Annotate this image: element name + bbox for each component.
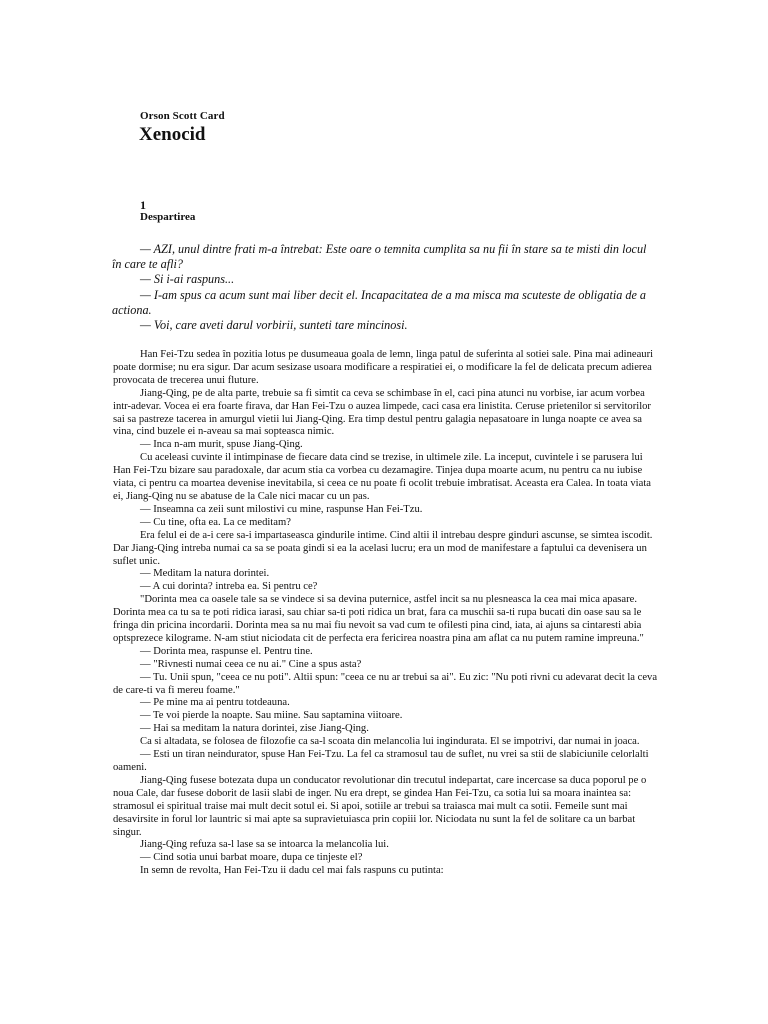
chapter-number: 1 — [140, 198, 146, 212]
epigraph-line: — Si i-ai raspuns... — [140, 272, 235, 287]
paragraph: — Meditam la natura dorintei. — [140, 568, 270, 580]
paragraph: Jiang-Qing, pe de alta parte, trebuie sa fi simtit ca ceva se schimbase în el, caci pina atunci nu vorbise, iar acum vorbea intr-adevar. Vocea ei era foarte firava, dar Han Fei-Tzu o auzea limpede, caci casa era linistita. Ceruse prietenilor si servitorilor sai sa pastreze tacerea in amurgul vietii lui Jiang-Qing. Era timp destul pentru galagia nepasatoare in lunga noapte ce avea sa vina, cind buzele ei n-aveau sa mai sopteasca nimic. — [113, 387, 651, 438]
paragraph: — A cui dorinta? intreba ea. Si pentru ce? — [140, 581, 318, 593]
paragraph: — Tu. Unii spun, "ceea ce nu poti". Altii spun: "ceea ce nu ar trebui sa ai". Eu zic: "Nu poti rivni cu adevarat decit la ceva de care-ti va fi mereu foame." — [113, 671, 658, 696]
paragraph: — Cind sotia unui barbat moare, dupa ce tinjeste el? — [140, 852, 363, 864]
paragraph: Cu aceleasi cuvinte il intimpinase de fiecare data cind se trezise, in ultimele zile. La inceput, cuvintele i se parusera lui Han Fei-Tzu bizare sau paradoxale, dar acum stia ca vorbea cu dezamagire. Tinjea dupa moarte acum, nu pentru ca nu iubise viata, ci pentru ca moartea devenise inevitabila, si ceea ce nu poate fi ocolit trebuie imbratisat. Aceasta era Calea. In toata viata ei, Jiang-Qing nu se abatuse de la Cale nici macar cu un pas. — [113, 452, 651, 502]
epigraph-line: — Voi, care aveti darul vorbirii, sunteti tare mincinosi. — [140, 318, 408, 333]
chapter-title: Despartirea — [140, 211, 196, 223]
paragraph: — Inca n-am murit, spuse Jiang-Qing. — [140, 439, 303, 451]
paragraph: Han Fei-Tzu sedea în pozitia lotus pe dusumeaua goala de lemn, linga patul de suferinta al sotiei sale. Pina mai adineauri poate dormise; nu era sigur. Dar acum sesizase usoara modificare a respiratiei ei, o modificare la fel de delicata precum adierea provocata de trecerea unui fluture. — [113, 349, 654, 386]
body-text — [113, 349, 658, 878]
paragraph: Era felul ei de a-i cere sa-i impartaseasca gindurile intime. Cind altii il intrebau despre ginduri ascunse, se simtea iscodit. Dar Jiang-Qing intreba numai ca sa se poata gindi si ea la acelasi lucru; era un mod de manifestare a faptului ca devenisera un suflet unic. — [113, 529, 653, 567]
paragraph: — Inseamna ca zeii sunt milostivi cu mine, raspunse Han Fei-Tzu. — [140, 503, 423, 515]
paragraph: — Dorinta mea, raspunse el. Pentru tine. — [140, 645, 313, 657]
epigraph-line: — AZI, unul dintre frati m-a întrebat: Este oare o temnita cumplita sa nu fii în stare sa te misti din locul în care te afli? — [112, 242, 647, 272]
paragraph: Jiang-Qing fusese botezata dupa un conducator revolutionar din trecutul indepartat, care incercase sa duca poporul pe o noua Cale, dar fusese doborit de lasii slabi de inger. Nu era drept, se gindea Han Fei-Tzu, ca sotia lui sa moara inaintea sa: stramosul ei spiritual traise mai mult decit sotul ei. Si apoi, sotiile ar trebui sa traiasca mai mult ca sotii. Femeile sunt mai desavirsite in forul lor launtric si mai apte sa supravietuiasca prin copiii lor. Niciodata nu sunt la fel de solitare ca un barbat singur. — [113, 774, 647, 838]
paragraph: — Hai sa meditam la natura dorintei, zise Jiang-Qing. — [140, 723, 369, 735]
paragraph: "Dorinta mea ca oasele tale sa se vindece si sa devina puternice, astfel incit sa nu plesneasca la cea mai mica apasare. Dorinta mea ca tu sa te poti ridica iarasi, sau chiar sa-ti poti ridica un brat, fara ca muschii sa-ti rupa bucati din oase sau sa le fringa din pricina incordarii. Dorinta mea sa nu mai fiu nevoit sa vad cum te ofilesti pina cind, iata, ai ajuns sa cintaresti abia optsprezece kilograme. N-am stiut niciodata cit de perfecta era fericirea noastra pina am aflat ca nu putem ramine impreuna." — [113, 594, 644, 644]
epigraph — [112, 242, 657, 333]
paragraph: Jiang-Qing refuza sa-l lase sa se intoarca la melancolia lui. — [140, 839, 389, 851]
paragraph: — "Rivnesti numai ceea ce nu ai." Cine a spus asta? — [140, 658, 362, 670]
book-title: Xenocid — [139, 124, 206, 145]
paragraph: — Esti un tiran neindurator, spuse Han Fei-Tzu. La fel ca stramosul tau de suflet, nu vrei sa stii de slabiciunile celorlalti oameni. — [113, 749, 649, 773]
paragraph: Ca si altadata, se folosea de filozofie ca sa-l scoata din melancolia lui ingindurata. El se impotrivi, dar numai in joaca. — [140, 736, 640, 748]
book-author: Orson Scott Card — [140, 110, 225, 122]
epigraph-line: — I-am spus ca acum sunt mai liber decit el. Incapacitatea de a ma misca ma scuteste de obligatia de a actiona. — [112, 287, 647, 317]
paragraph: — Pe mine ma ai pentru totdeauna. — [140, 697, 290, 709]
paragraph: — Te voi pierde la noapte. Sau miine. Sau saptamina viitoare. — [140, 710, 403, 722]
paragraph: — Cu tine, ofta ea. La ce meditam? — [140, 516, 291, 528]
paragraph: In semn de revolta, Han Fei-Tzu ii dadu cel mai fals raspuns cu putinta: — [140, 865, 444, 877]
